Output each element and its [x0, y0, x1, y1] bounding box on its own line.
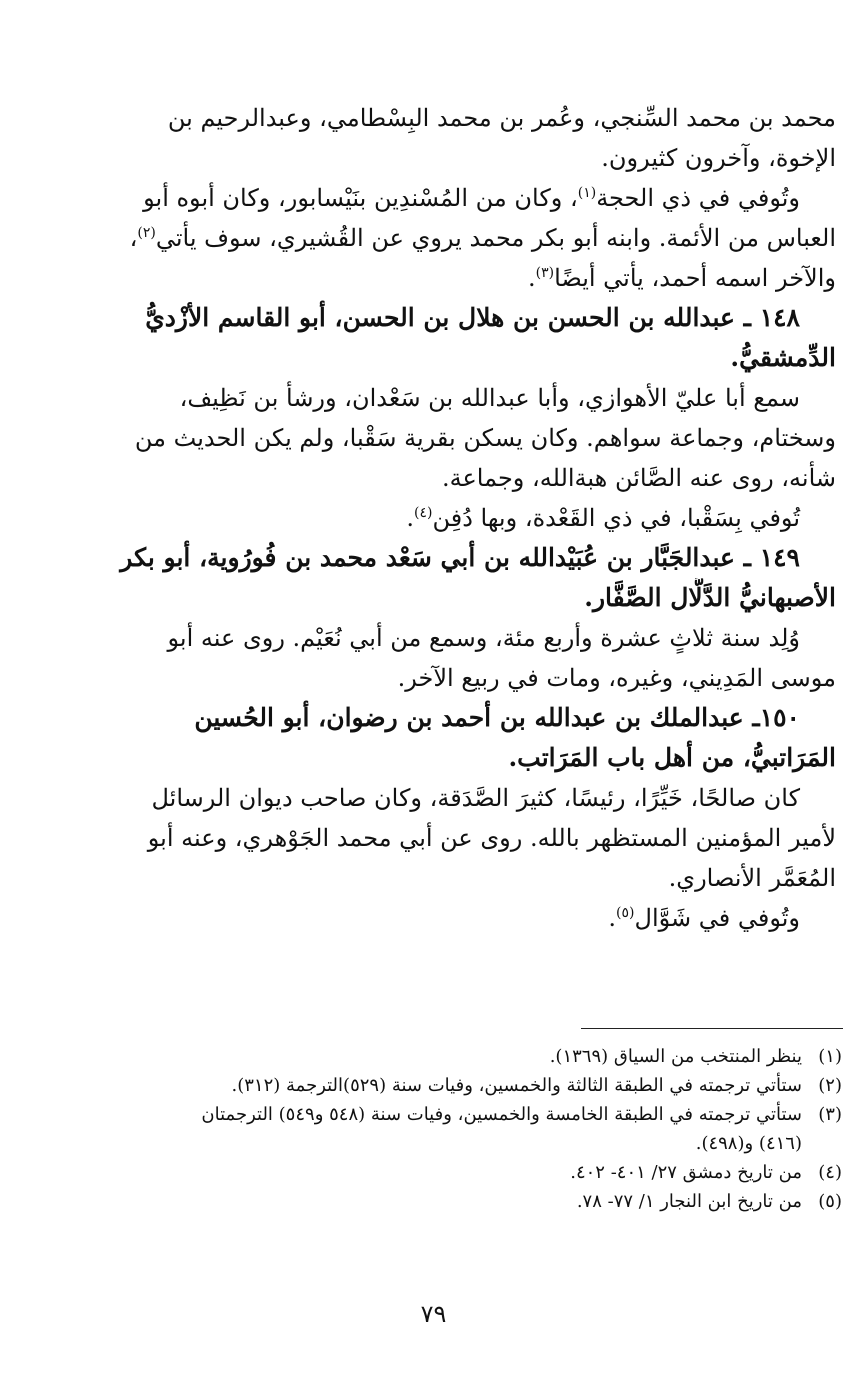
footnote-line: من تاريخ دمشق ٢٧/ ٤٠١- ٤٠٢. [570, 1162, 802, 1183]
paragraph-148-body [92, 378, 836, 498]
footnote-line: من تاريخ ابن النجار ١/ ٧٧- ٧٨. [576, 1191, 802, 1212]
text-line: كان صالحًا، خَيِّرًا، رئيسًا، كثيرَ الصَّدَقة، وكان صاحب ديوان الرسائل [151, 784, 800, 812]
main-text [92, 98, 836, 938]
footnote-text [92, 1100, 802, 1158]
footnote-1 [92, 1042, 842, 1071]
heading-line: ١٥٠ـ عبدالملك بن عبدالله بن أحمد بن رضوان، أبو الحُسين [194, 703, 800, 732]
text-line: وُلِد سنة ثلاثٍ عشرة وأربع مئة، وسمع من أبي نُعَيْم. روى عنه أبو [167, 624, 800, 652]
footnote-text [92, 1158, 802, 1187]
paragraph-150-death [92, 898, 836, 938]
footnote-ref: (٢) [137, 225, 156, 241]
text-line: وسختام، وجماعة سواهم. وكان يسكن بقرية سَقْبا، ولم يكن الحديث من [134, 424, 836, 452]
footnote-ref: (٥) [616, 905, 635, 921]
footnote-text [92, 1187, 802, 1216]
footnote-line: ينظر المنتخب من السياق (١٣٦٩). [549, 1046, 802, 1067]
text-line: موسى المَدِيني، وغيره، ومات في ربيع الآخر. [397, 664, 836, 692]
text-line: الإخوة، وآخرون كثيرون. [601, 144, 836, 172]
footnote-ref: (٤) [414, 505, 433, 521]
text-line: سمع أبا عليّ الأهوازي، وأبا عبدالله بن سَعْدان، ورشأ بن نَظِيف، [179, 384, 800, 412]
footnote-2 [92, 1071, 842, 1100]
heading-line: الدِّمشقيُّ. [730, 343, 836, 372]
text-line: لأمير المؤمنين المستظهر بالله. روى عن أبي محمد الجَوْهري، وعنه أبو [147, 824, 836, 852]
footnote-number: (٢) [818, 1075, 842, 1096]
footnote-number: (٣) [818, 1104, 842, 1125]
footnote-line: (٤١٦) و(٤٩٨). [695, 1133, 802, 1154]
heading-line: المَرَاتبيُّ، من أهل باب المَرَاتب. [508, 743, 836, 772]
heading-line: ١٤٩ ـ عبدالجَبَّار بن عُبَيْدالله بن أبي سَعْد محمد بن فُورُوية، أبو بكر [120, 543, 800, 572]
footnote-line: ستأتي ترجمته في الطبقة الخامسة والخمسين، وفيات سنة (٥٤٨ و٥٤٩) الترجمتان [201, 1104, 802, 1125]
text-line: والآخر اسمه أحمد، يأتي أيضًا$^{(٣)}$. [527, 264, 836, 292]
footnote-line: ستأتي ترجمته في الطبقة الثالثة والخمسين، وفيات سنة (٥٢٩)الترجمة (٣١٢). [231, 1075, 802, 1096]
text-line: وتُوفي في شَوَّال$^{(٥)}$. [608, 904, 800, 932]
text-line: محمد بن محمد السِّنجي، وعُمر بن محمد البِسْطامي، وعبدالرحيم بن [167, 104, 836, 132]
entry-heading-148 [92, 298, 836, 378]
heading-line: الأصبهانيُّ الدَّلَّال الصَّفَّار. [584, 583, 836, 612]
footnote-number: (٥) [818, 1191, 842, 1212]
paragraph-death-note [92, 178, 836, 298]
paragraph-150-body [92, 778, 836, 898]
footnote-number: (٤) [818, 1162, 842, 1183]
page-number: ٧٩ [420, 1300, 447, 1328]
footnote-3 [92, 1100, 842, 1158]
footnote-text [92, 1071, 802, 1100]
footnote-number: (١) [818, 1046, 842, 1067]
footnote-ref: (١) [577, 185, 597, 201]
paragraph-continuation [92, 98, 836, 178]
text-line: وتُوفي في ذي الحجة$^{(١)}$، وكان من المُسْندِين بنَيْسابور، وكان أبوه أبو [143, 184, 800, 212]
paragraph-149-body [92, 618, 836, 698]
footnote-5 [92, 1187, 842, 1216]
footnote-ref: (٣) [535, 265, 555, 281]
text-line: تُوفي بِسَقْبا، في ذي القَعْدة، وبها دُفِن$^{(٤)}$. [406, 504, 800, 532]
entry-heading-150 [92, 698, 836, 778]
footnote-4 [92, 1158, 842, 1187]
footnotes [92, 1042, 842, 1216]
footnote-text [92, 1042, 802, 1071]
paragraph-148-death [92, 498, 836, 538]
entry-heading-149 [92, 538, 836, 618]
footnote-divider [581, 1028, 843, 1029]
heading-line: ١٤٨ ـ عبدالله بن الحسن بن هلال بن الحسن، أبو القاسم الأزْديُّ [145, 303, 800, 332]
text-line: المُعَمَّر الأنصاري. [668, 864, 836, 892]
text-line: شأنه، روى عنه الصَّائن هبةالله، وجماعة. [441, 464, 836, 492]
text-line: العباس من الأئمة. وابنه أبو بكر محمد يروي عن القُشيري، سوف يأتي$^{(٢)}$، [129, 224, 836, 252]
